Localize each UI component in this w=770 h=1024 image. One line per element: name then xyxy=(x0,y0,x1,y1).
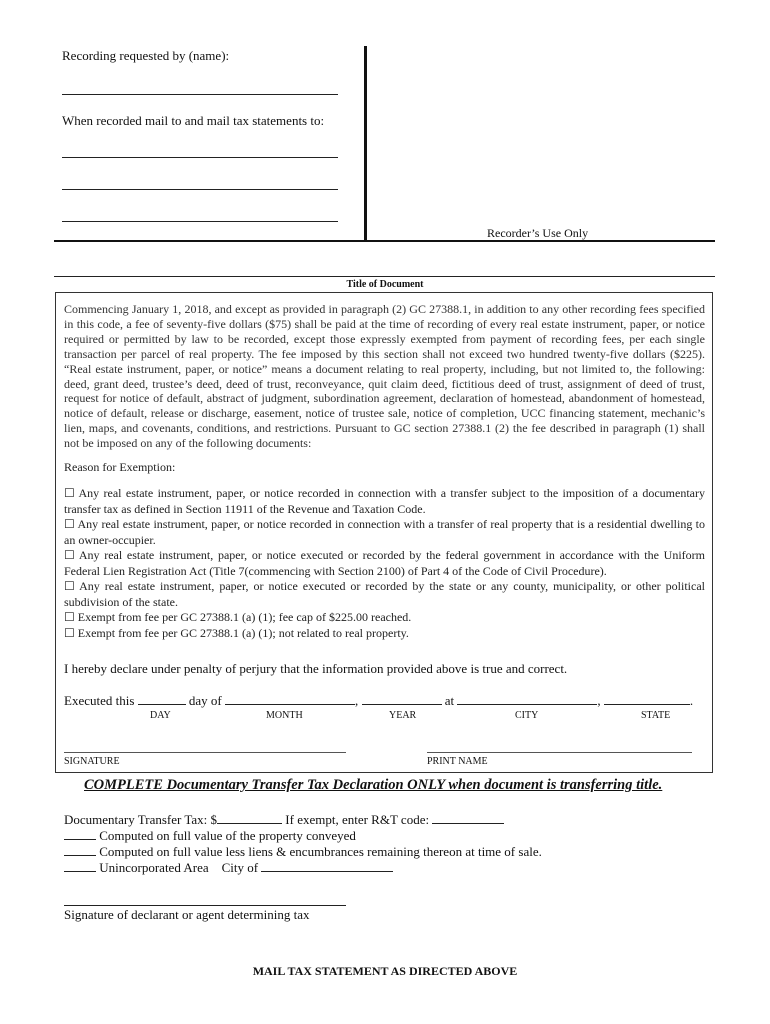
exemption-list xyxy=(64,486,705,641)
day-label: DAY xyxy=(150,710,171,721)
header-vertical-divider xyxy=(364,46,367,241)
perjury-declaration: I hereby declare under penalty of perjury that the information provided above is true and correct. xyxy=(64,661,568,676)
dtt-area-line: Unincorporated Area City of xyxy=(64,860,393,876)
city-label: CITY xyxy=(515,710,539,721)
less-liens-blank[interactable] xyxy=(64,844,96,856)
state-label: STATE xyxy=(641,710,671,721)
mail-to-line-1[interactable] xyxy=(62,157,338,158)
signature-line[interactable] xyxy=(64,752,346,753)
signature-label: SIGNATURE xyxy=(64,756,120,767)
exemption-item: ☐ Any real estate instrument, paper, or notice recorded in connection with a transfer of real property that is a residential dwelling to an owner-occupier. xyxy=(64,517,705,547)
title-of-document-label: Title of Document xyxy=(346,279,424,290)
dtt-tax-line: Documentary Transfer Tax: $ If exempt, enter R&T code: xyxy=(64,812,504,828)
checkbox-icon[interactable]: ☐ xyxy=(64,517,75,531)
mail-to-line-2[interactable] xyxy=(62,189,338,190)
mail-tax-statement-footer: MAIL TAX STATEMENT AS DIRECTED ABOVE xyxy=(252,964,518,978)
exemption-item: ☐ Any real estate instrument, paper, or notice executed or recorded by the state or any county, municipality, or other political subdivision of the state. xyxy=(64,579,705,609)
unincorporated-blank[interactable] xyxy=(64,860,96,872)
executed-line: Executed this day of , at , . xyxy=(64,693,694,708)
exemption-item: ☐ Any real estate instrument, paper, or notice executed or recorded by the federal government in accordance with the Uniform Federal Lien Registration Act (Title 7(commencing with Section 2100) of Part 4 of the Code of Civil Procedure). xyxy=(64,548,705,578)
dtt-less-liens-line: Computed on full value less liens & encumbrances remaining thereon at time of sale. xyxy=(64,844,542,860)
checkbox-icon[interactable]: ☐ xyxy=(64,625,75,640)
exemption-item: ☐ Any real estate instrument, paper, or notice recorded in connection with a transfer subject to the imposition of a documentary transfer tax as defined in Section 11911 of the Revenue and Taxation Code. xyxy=(64,486,705,516)
print-name-line[interactable] xyxy=(427,752,692,753)
year-blank[interactable] xyxy=(362,693,442,705)
declarant-signature-label: Signature of declarant or agent determining tax xyxy=(64,907,310,922)
rt-code-blank[interactable] xyxy=(432,812,504,824)
recording-requested-label: Recording requested by (name): xyxy=(62,48,230,63)
print-name-label: PRINT NAME xyxy=(427,756,488,767)
dtt-heading: COMPLETE Documentary Transfer Tax Declaration ONLY when document is transferring title. xyxy=(84,777,663,793)
dtt-full-value-line: Computed on full value of the property conveyed xyxy=(64,828,356,844)
city-of-blank[interactable] xyxy=(261,860,393,872)
year-label: YEAR xyxy=(389,710,417,721)
full-value-blank[interactable] xyxy=(64,828,96,840)
checkbox-icon[interactable]: ☐ xyxy=(64,579,75,593)
header-bottom-rule xyxy=(54,240,715,242)
checkbox-icon[interactable]: ☐ xyxy=(64,486,75,500)
mail-to-line-3[interactable] xyxy=(62,221,338,222)
checkbox-icon[interactable]: ☐ xyxy=(64,610,75,624)
tax-amount-blank[interactable] xyxy=(217,812,282,824)
exemption-item: ☐ Exempt from fee per GC 27388.1 (a) (1); fee cap of $225.00 reached. xyxy=(64,610,412,624)
city-blank[interactable] xyxy=(457,693,597,705)
mail-to-label: When recorded mail to and mail tax statements to: xyxy=(62,113,325,128)
checkbox-icon[interactable]: ☐ xyxy=(64,548,75,562)
month-blank[interactable] xyxy=(225,693,355,705)
day-blank[interactable] xyxy=(138,693,186,705)
state-blank[interactable] xyxy=(604,693,690,705)
fee-paragraph: Commencing January 1, 2018, and except as provided in paragraph (2) GC 27388.1, in addition to any other recording fees specified in this code, a fee of seventy-five dollars ($75) shall be paid at the time of recording of every real estate instrument, paper, or notice required or permitted by law to be recorded, except those expressly exempted from payment of recording fees, per each single transaction per parcel of real property. The fee imposed by this section shall not exceed two hundred twenty-five dollars ($225). “Real estate instrument, paper, or notice” means a document relating to real property, including, but not limited to, the following: deed, grant deed, trustee’s deed, deed of trust, reconveyance, quit claim deed, fictitious deed of trust, assignment of deed of trust, request for notice of default, abstract of judgment, subordination agreement, declaration of homestead, abandonment of homestead, notice of default, release or discharge, easement, notice of trustee sale, notice of completion, UCC financing statement, mechanic’s lien, maps, and covenants, conditions, and restrictions. Pursuant to GC section 27388.1 (2) the fee described in paragraph (1) shall not be imposed on any of the following documents: xyxy=(64,302,705,451)
recorder-use-only-label: Recorder’s Use Only xyxy=(487,226,589,240)
recording-requested-line[interactable] xyxy=(62,94,338,95)
month-label: MONTH xyxy=(266,710,303,721)
title-of-document-line[interactable] xyxy=(54,276,715,277)
reason-for-exemption-label: Reason for Exemption: xyxy=(64,460,176,474)
declarant-signature-line[interactable] xyxy=(64,905,346,906)
exemption-item: ☐ Exempt from fee per GC 27388.1 (a) (1); not related to real property. xyxy=(64,625,409,640)
